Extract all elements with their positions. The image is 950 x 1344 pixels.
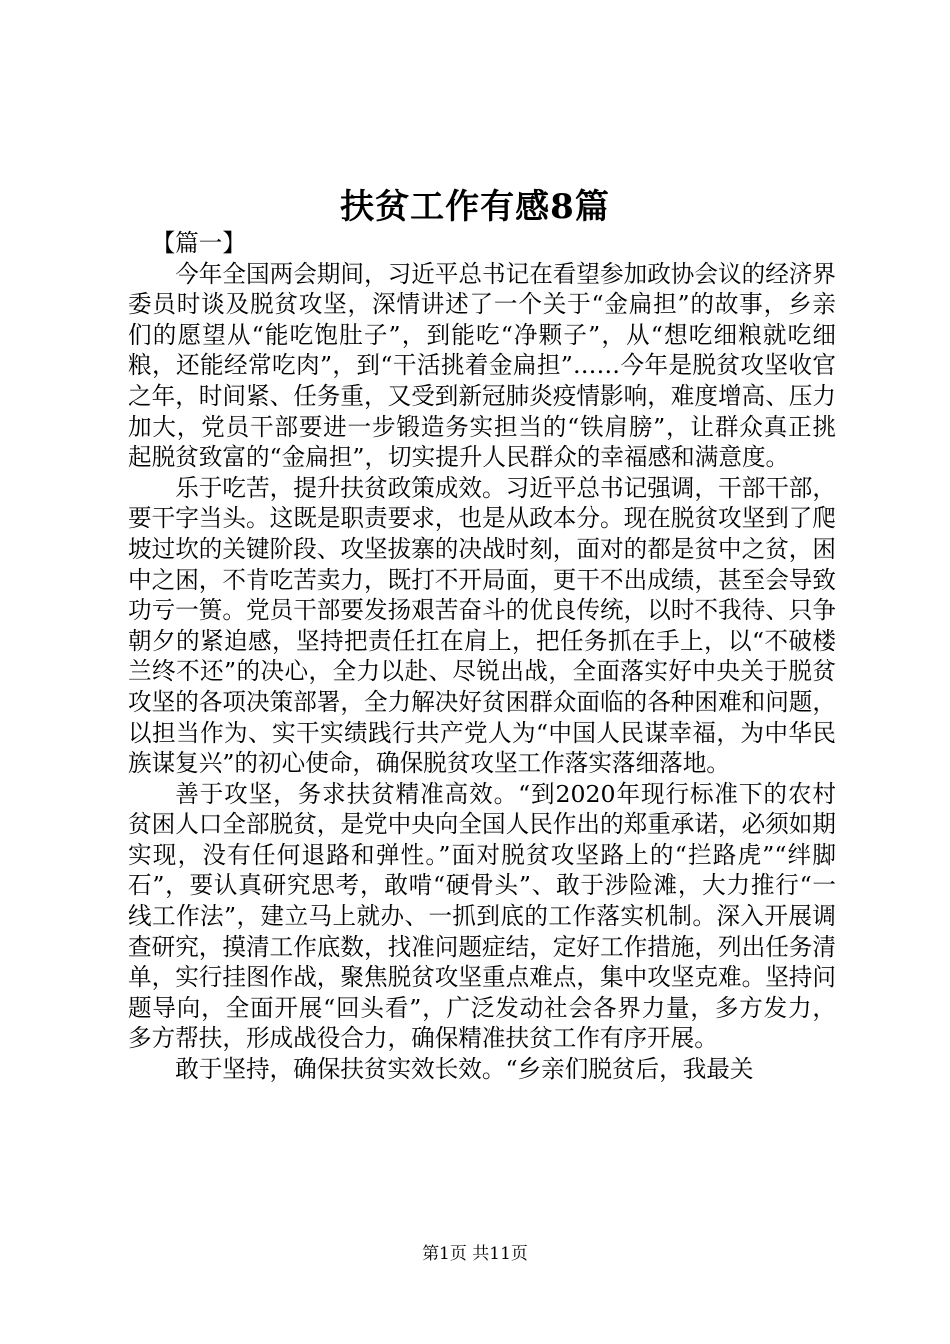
section-heading: 【篇一】 bbox=[151, 229, 246, 257]
document-body bbox=[128, 228, 836, 1085]
paragraph-1: 今年全国两会期间，习近平总书记在看望参加政协会议的经济界委员时谈及脱贫攻坚，深情讲述了一个关于“金扁担”的故事，乡亲们的愿望从“能吃饱肚子”，到能吃“净颗子”，从“想吃细粮就吃细粮，还能经常吃肉”，到“干活挑着金扁担”……今年是脱贫攻坚收官之年，时间紧、任务重，又受到新冠肺炎疫情影响，难度增高、压力加大，党员干部要进一步锻造务实担当的“铁肩膀”，让群众真正挑起脱贫致富的“金扁担”，切实提升人民群众的幸福感和满意度。 bbox=[128, 259, 836, 472]
paragraph-2: 乐于吃苦，提升扶贫政策成效。习近平总书记强调，干部干部，要干字当头。这既是职责要求，也是从政本分。现在脱贫攻坚到了爬坡过坎的关键阶段、攻坚拔寨的决战时刻，面对的都是贫中之贫，困中之困，不肯吃苦卖力，既打不开局面，更干不出成绩，甚至会导致功亏一篑。党员干部要发扬艰苦奋斗的优良传统，以时不我待、只争朝夕的紧迫感，坚持把责任扛在肩上，把任务抓在手上，以“不破楼兰终不还”的决心，全力以赴、尽锐出战，全面落实好中央关于脱贫攻坚的各项决策部署，全力解决好贫困群众面临的各种困难和问题，以担当作为、实干实绩践行共产党人为“中国人民谋幸福，为中华民族谋复兴”的初心使命，确保脱贫攻坚工作落实落细落地。 bbox=[128, 473, 836, 778]
paragraph-3: 善于攻坚，务求扶贫精准高效。“到2020年现行标准下的农村贫困人口全部脱贫，是党中央向全国人民作出的郑重承诺，必须如期实现，没有任何退路和弹性。”面对脱贫攻坚路上的“拦路虎”“绊脚石”，要认真研究思考，敢啃“硬骨头”、敢于涉险滩，大力推行“一线工作法”，建立马上就办、一抓到底的工作落实机制。深入开展调查研究，摸清工作底数，找准问题症结，定好工作措施，列出任务清单，实行挂图作战，聚焦脱贫攻坚重点难点，集中攻坚克难。坚持问题导向，全面开展“回头看”，广泛发动社会各界力量，多方发力，多方帮扶，形成战役合力，确保精准扶贫工作有序开展。 bbox=[128, 779, 836, 1053]
paragraph-4: 敢于坚持，确保扶贫实效长效。“乡亲们脱贫后，我最关 bbox=[175, 1055, 754, 1084]
page-number-footer: 第1页 共11页 bbox=[422, 1244, 528, 1264]
document-title: 扶贫工作有感8篇 bbox=[340, 187, 610, 227]
